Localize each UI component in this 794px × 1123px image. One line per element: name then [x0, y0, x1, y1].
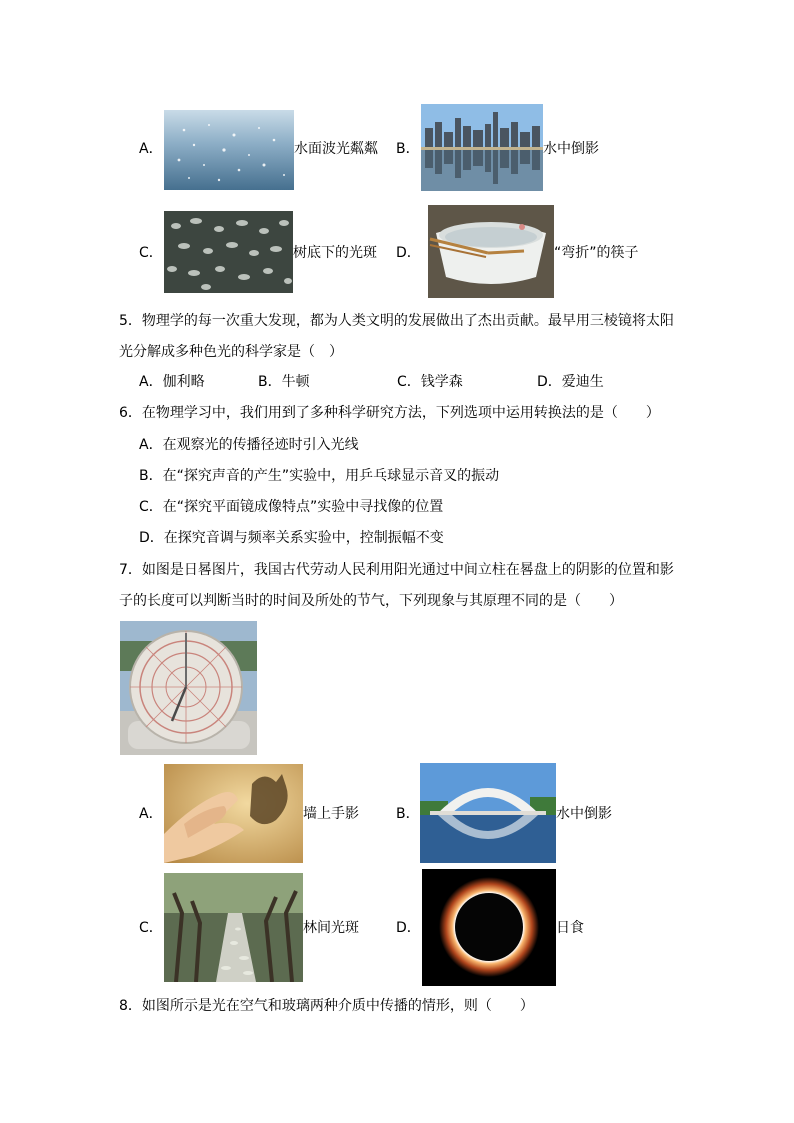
question-stem: 5．物理学的每一次重大发现，都为人类文明的发展做出了杰出贡献。最早用三棱镜将太阳: [119, 313, 674, 329]
choice-b: B．牛顿: [258, 374, 310, 390]
option-caption: 树底下的光斑: [293, 245, 377, 261]
choice-d: D．在探究音调与频率关系实验中，控制振幅不变: [139, 530, 444, 546]
question-stem: 7．如图是日晷图片，我国古代劳动人民利用阳光通过中间立柱在晷盘上的阴影的位置和影: [119, 562, 674, 578]
choice-b: B．在“探究声音的产生”实验中，用乒乓球显示音叉的振动: [139, 468, 500, 484]
light-spots-under-tree-image: [164, 211, 293, 293]
option-caption: 墙上手影: [303, 806, 359, 822]
sparkling-water-image: [164, 110, 294, 190]
option-letter: B．: [396, 806, 420, 822]
question-stem: 光分解成多种色光的科学家是（ ）: [119, 344, 343, 360]
choice-d: D．爱迪生: [537, 374, 604, 390]
option-letter: A．: [139, 141, 163, 157]
choice-a: A．在观察光的传播径迹时引入光线: [139, 437, 359, 453]
option-letter: D．: [396, 245, 421, 261]
option-caption: 日食: [556, 920, 584, 936]
option-caption: 林间光斑: [303, 920, 359, 936]
hand-shadow-image: [164, 764, 303, 863]
option-caption: 水面波光粼粼: [294, 141, 378, 157]
option-letter: D．: [396, 920, 421, 936]
choice-c: C．在“探究平面镜成像特点”实验中寻找像的位置: [139, 499, 444, 515]
option-letter: C．: [139, 245, 163, 261]
option-caption: “弯折”的筷子: [554, 245, 639, 261]
sundial-image: [120, 621, 257, 755]
bridge-reflection-image: [420, 763, 556, 863]
forest-light-spots-image: [164, 873, 303, 982]
choice-a: A．伽利略: [139, 374, 205, 390]
chopsticks-in-bowl-image: [428, 205, 554, 298]
question-stem: 6．在物理学习中，我们用到了多种科学研究方法，下列选项中运用转换法的是（ ）: [119, 405, 660, 421]
option-letter: C．: [139, 920, 163, 936]
choice-c: C．钱学森: [397, 374, 463, 390]
option-letter: A．: [139, 806, 163, 822]
option-letter: B．: [396, 141, 420, 157]
question-8-stem: 8．如图所示是光在空气和玻璃两种介质中传播的情形，则（ ）: [119, 998, 534, 1014]
city-reflection-image: [421, 104, 543, 191]
question-stem: 子的长度可以判断当时的时间及所处的节气，下列现象与其原理不同的是（ ）: [119, 593, 623, 609]
option-caption: 水中倒影: [543, 141, 599, 157]
solar-eclipse-image: [422, 869, 556, 986]
option-caption: 水中倒影: [556, 806, 612, 822]
